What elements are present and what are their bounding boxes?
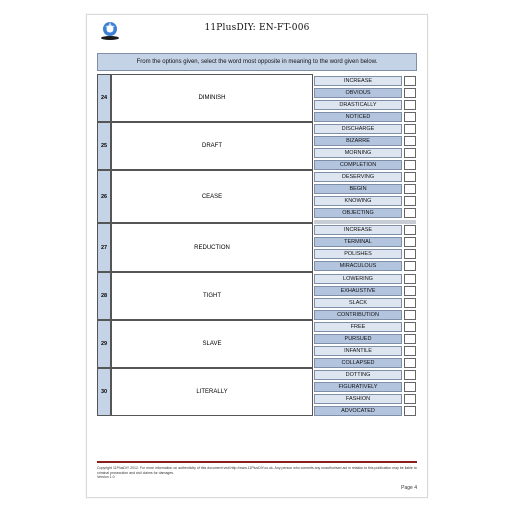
option-label[interactable]: BIZARRE: [314, 136, 402, 146]
question-row: [97, 122, 417, 170]
page-title: 11PlusDIY: EN-FT-006: [204, 23, 310, 33]
answer-checkbox[interactable]: [404, 225, 416, 235]
option-label[interactable]: FREE: [314, 322, 402, 332]
option-label[interactable]: PURSUED: [314, 334, 402, 344]
question-word: DIMINISH: [111, 74, 313, 122]
answer-checkbox[interactable]: [404, 100, 416, 110]
question-number: 25: [97, 122, 111, 170]
question-row: [97, 223, 417, 272]
question-row: [97, 170, 417, 223]
answer-checkbox[interactable]: [404, 160, 416, 170]
option-list: [313, 74, 417, 122]
answer-checkbox[interactable]: [404, 237, 416, 247]
answer-checkbox[interactable]: [404, 322, 416, 332]
answer-checkbox[interactable]: [404, 346, 416, 356]
option-label[interactable]: DESERVING: [314, 172, 402, 182]
question-row: [97, 74, 417, 122]
option-label[interactable]: EXHAUSTIVE: [314, 286, 402, 296]
answer-checkbox[interactable]: [404, 310, 416, 320]
question-number: 30: [97, 368, 111, 416]
option-label[interactable]: POLISHES: [314, 249, 402, 259]
question-word: CEASE: [111, 170, 313, 223]
option-label[interactable]: FIGURATIVELY: [314, 382, 402, 392]
answer-checkbox[interactable]: [404, 184, 416, 194]
answer-checkbox[interactable]: [404, 148, 416, 158]
question-word: DRAFT: [111, 122, 313, 170]
question-number: 28: [97, 272, 111, 320]
question-number: 24: [97, 74, 111, 122]
option-list: [313, 122, 417, 170]
option-label[interactable]: NOTICED: [314, 112, 402, 122]
option-label[interactable]: FASHION: [314, 394, 402, 404]
option-label[interactable]: MIRACULOUS: [314, 261, 402, 271]
answer-checkbox[interactable]: [404, 88, 416, 98]
option-list: [313, 223, 417, 272]
option-list: [313, 272, 417, 320]
option-label[interactable]: OBVIOUS: [314, 88, 402, 98]
answer-checkbox[interactable]: [404, 334, 416, 344]
answer-checkbox[interactable]: [404, 76, 416, 86]
option-label[interactable]: KNOWING: [314, 196, 402, 206]
question-word: REDUCTION: [111, 223, 313, 272]
answer-checkbox[interactable]: [404, 172, 416, 182]
page-number: Page 4: [401, 485, 417, 491]
answer-checkbox[interactable]: [404, 298, 416, 308]
footer-copyright: [97, 466, 417, 480]
option-label[interactable]: DRASTICALLY: [314, 100, 402, 110]
answer-checkbox[interactable]: [404, 382, 416, 392]
option-label[interactable]: ADVOCATED: [314, 406, 402, 416]
option-label[interactable]: OBJECTING: [314, 208, 402, 218]
worksheet-page: [86, 14, 428, 498]
option-label[interactable]: MORNING: [314, 148, 402, 158]
instructions: From the options given, select the word most opposite in meaning to the word given below.: [97, 53, 417, 71]
version-text: Version 1.0: [97, 475, 115, 479]
question-number: 26: [97, 170, 111, 223]
option-label[interactable]: TERMINAL: [314, 237, 402, 247]
option-list: [313, 320, 417, 368]
option-label[interactable]: INCREASE: [314, 225, 402, 235]
option-label[interactable]: COLLAPSED: [314, 358, 402, 368]
option-label[interactable]: BEGIN: [314, 184, 402, 194]
option-list: [313, 368, 417, 416]
answer-checkbox[interactable]: [404, 208, 416, 218]
option-list: [313, 170, 417, 223]
question-row: [97, 368, 417, 416]
answer-checkbox[interactable]: [404, 286, 416, 296]
option-label[interactable]: INCREASE: [314, 76, 402, 86]
option-label[interactable]: LOWERING: [314, 274, 402, 284]
answer-checkbox[interactable]: [404, 370, 416, 380]
answer-checkbox[interactable]: [404, 112, 416, 122]
question-word: SLAVE: [111, 320, 313, 368]
answer-checkbox[interactable]: [404, 358, 416, 368]
answer-checkbox[interactable]: [404, 124, 416, 134]
question-word: TIGHT: [111, 272, 313, 320]
answer-checkbox[interactable]: [404, 394, 416, 404]
footer-rule: [97, 461, 417, 463]
copyright-text: Copyright 11PlusDIY 2012. For more information on authenticity of this document visit http://www.11PlusDIY.co.uk. Any person who commits any unauthorised act in relation to this publication may be liable to criminal prosecution and civil claims for damages.: [97, 466, 417, 475]
question-row: [97, 320, 417, 368]
option-label[interactable]: CONTRIBUTION: [314, 310, 402, 320]
answer-checkbox[interactable]: [404, 261, 416, 271]
option-label[interactable]: DISCHARGE: [314, 124, 402, 134]
answer-checkbox[interactable]: [404, 274, 416, 284]
option-label[interactable]: SLACK: [314, 298, 402, 308]
answer-checkbox[interactable]: [404, 136, 416, 146]
question-row: [97, 272, 417, 320]
option-label[interactable]: INFANTILE: [314, 346, 402, 356]
option-label[interactable]: COMPLETION: [314, 160, 402, 170]
answer-checkbox[interactable]: [404, 406, 416, 416]
answer-checkbox[interactable]: [404, 249, 416, 259]
question-word: LITERALLY: [111, 368, 313, 416]
question-number: 29: [97, 320, 111, 368]
answer-checkbox[interactable]: [404, 196, 416, 206]
option-label[interactable]: DOTTING: [314, 370, 402, 380]
question-number: 27: [97, 223, 111, 272]
